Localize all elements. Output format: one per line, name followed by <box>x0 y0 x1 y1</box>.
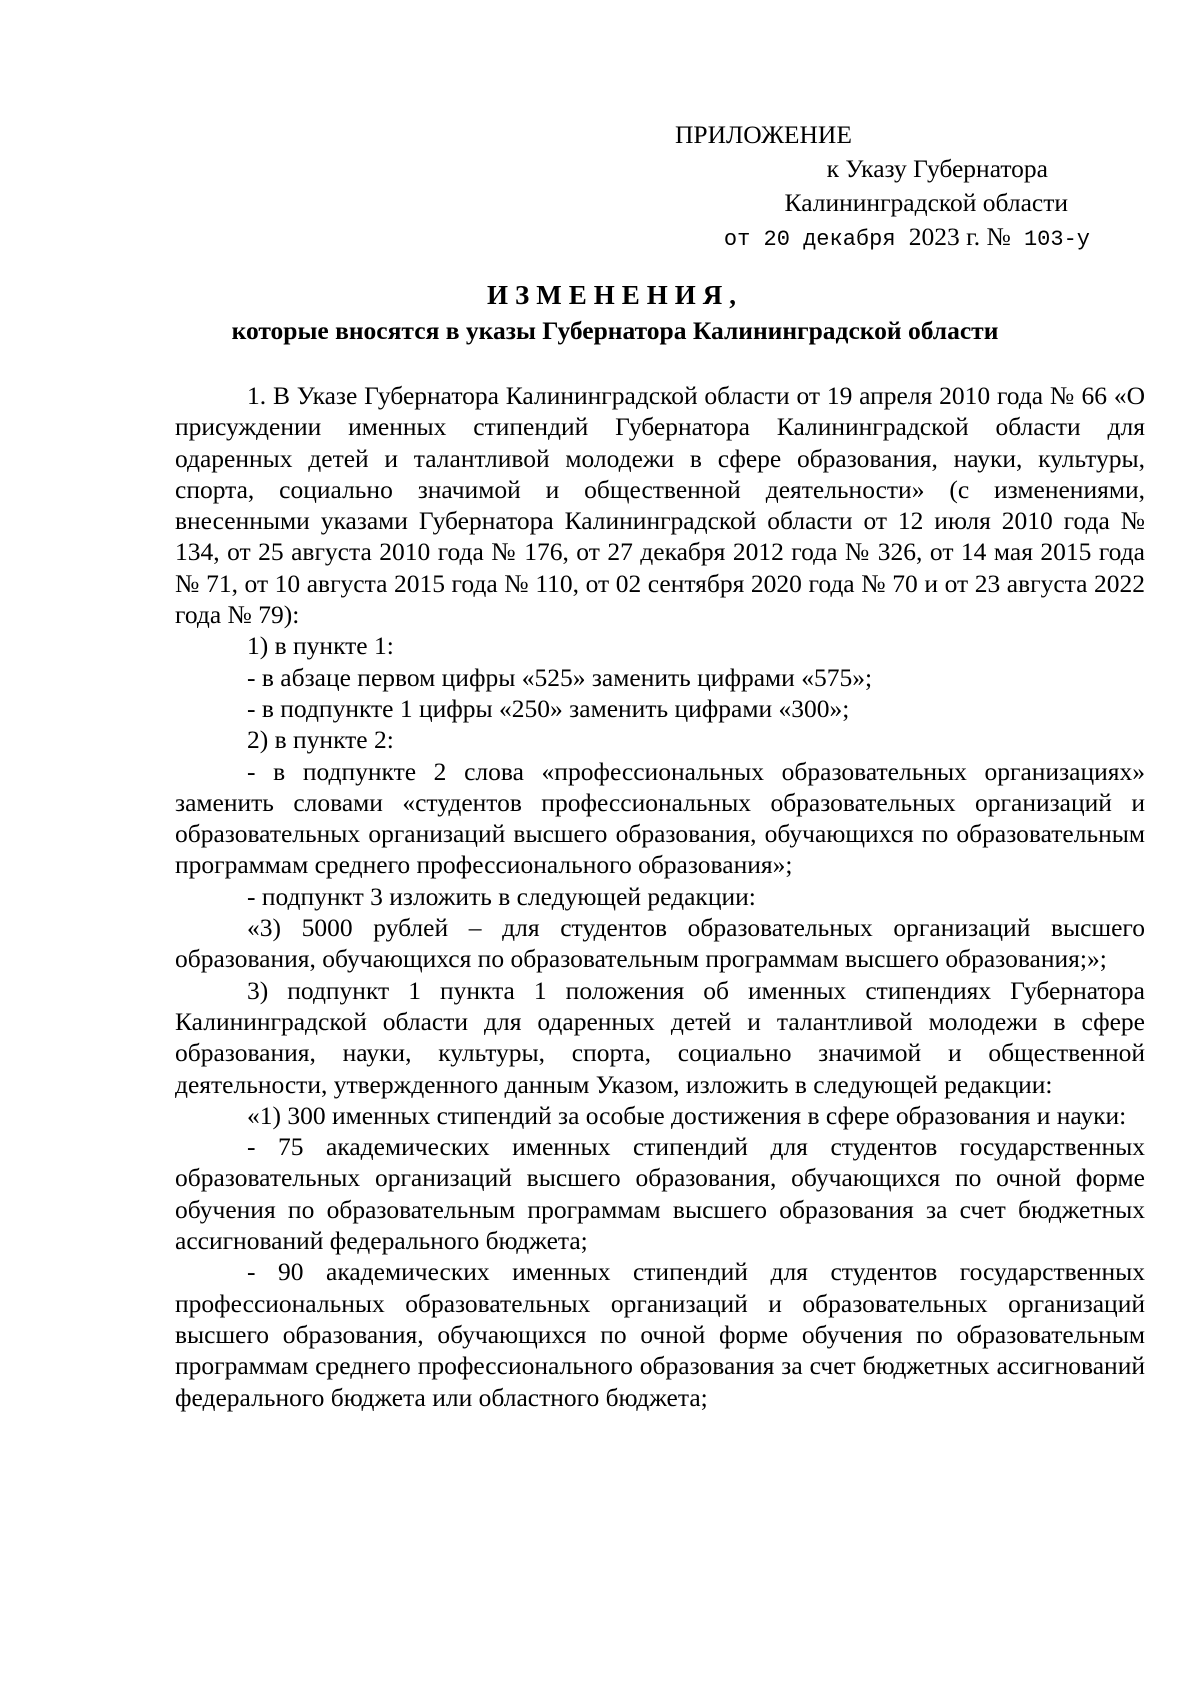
item-3-heading: 3) подпункт 1 пункта 1 положения об именных стипендиях Губернатора Калининградской области для одаренных детей и талантливой молодежи в сфере образования, науки, культуры, спорта, социально значимой и общественной деятельности, утвержденного данным Указом, изложить в следующей редакции: <box>175 975 1145 1099</box>
item-3-bullet-1: - 75 академических именных стипендий для студентов государственных образовательных организаций высшего образования, обучающихся по очной форме обучения по образовательным программам высшего образования за счет бюджетных ассигнований федерального бюджета; <box>175 1132 1145 1256</box>
appendix-reference: к Указу Губернатора <box>826 154 1048 183</box>
item-2-quote: «3) 5000 рублей – для студентов образовательных организаций высшего образования, обучающихся по образовательным программам высшего образования;»; <box>175 913 1145 974</box>
appendix-date <box>620 220 1090 257</box>
item-2-bullet-1: - в подпункте 2 слова «профессиональных образовательных организациях» заменить словами «студентов профессиональных образовательных организаций и образовательных организаций высшего образования, обучающихся по образовательным программам среднего профессионального образования»; <box>175 756 1145 880</box>
appendix-block <box>620 118 1090 257</box>
item-1-bullet-1: - в абзаце первом цифры «525» заменить цифрами «575»; <box>247 662 873 692</box>
paragraph-1: 1. В Указе Губернатора Калининградской области от 19 апреля 2010 года № 66 «О присуждении именных стипендий Губернатора Калининградской области для одаренных детей и талантливой молодежи в сфере образования, науки, культуры, спорта, социально значимой и общественной деятельности» (с изменениями, внесенными указами Губернатора Калининградской области от 12 июля 2010 года № 134, от 25 августа 2010 года № 176, от 27 декабря 2012 года № 326, от 14 мая 2015 года № 71, от 10 августа 2015 года № 110, от 02 сентября 2020 года № 70 и от 23 августа 2022 года № 79): <box>175 381 1145 630</box>
document-heading <box>150 278 1080 348</box>
heading-title: ИЗМЕНЕНИЯ, <box>486 280 743 310</box>
heading-subtitle: которые вносятся в указы Губернатора Калининградской области <box>231 316 999 345</box>
item-2-heading: 2) в пункте 2: <box>247 725 394 755</box>
appendix-title: ПРИЛОЖЕНИЕ <box>675 120 852 149</box>
document-body <box>175 380 1145 1413</box>
item-1-heading: 1) в пункте 1: <box>247 631 394 661</box>
appendix-date-prefix: от 20 декабря <box>723 227 909 252</box>
item-2-bullet-2: - подпункт 3 изложить в следующей редакции: <box>247 881 756 911</box>
item-1-bullet-2: - в подпункте 1 цифры «250» заменить цифрами «300»; <box>247 693 850 723</box>
appendix-region: Калининградской области <box>784 188 1068 217</box>
item-3-quote: «1) 300 именных стипендий за особые достижения в сфере образования и науки: <box>247 1100 1127 1130</box>
appendix-date-number: 103-у <box>1010 227 1090 252</box>
item-3-bullet-2: - 90 академических именных стипендий для студентов государственных профессиональных образовательных организаций и образовательных организаций высшего образования, обучающихся по очной форме обучения по образовательным программам среднего профессионального образования за счет бюджетных ассигнований федерального бюджета или областного бюджета; <box>175 1257 1145 1412</box>
appendix-date-year: 2023 г. № <box>908 222 1011 251</box>
